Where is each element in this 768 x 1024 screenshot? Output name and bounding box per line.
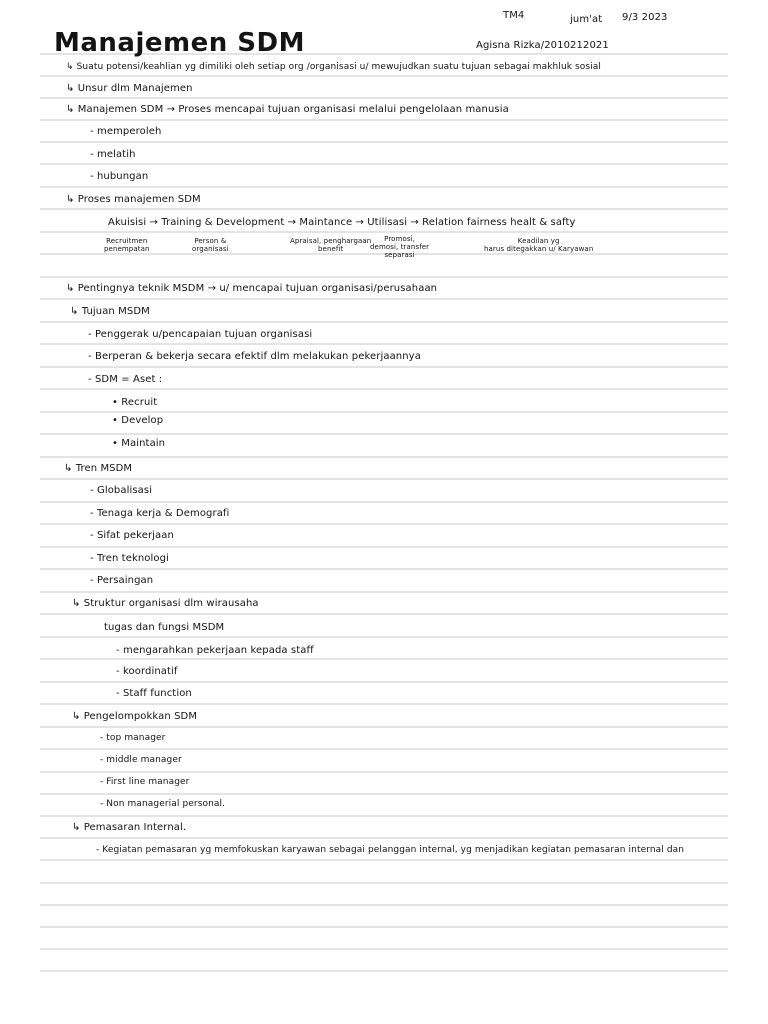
- note-line: - Staff function: [116, 688, 192, 699]
- note-line: - First line manager: [100, 777, 190, 787]
- page-title: Manajemen SDM: [54, 28, 305, 58]
- note-line: ↳ Manajemen SDM → Proses mencapai tujuan organisasi melalui pengelolaan manusia: [66, 104, 509, 115]
- note-line: - Globalisasi: [90, 485, 153, 496]
- process-note-acquisition: Recruitmen penempatan: [104, 237, 150, 253]
- tm-label: TM4: [503, 10, 525, 21]
- note-line: - Tenaga kerja & Demografi: [90, 508, 230, 519]
- process-note-training: Person & organisasi: [192, 237, 229, 253]
- note-line: • Maintain: [112, 438, 166, 449]
- note-line: - Penggerak u/pencapaian tujuan organisasi: [88, 329, 313, 340]
- note-line: - memperoleh: [90, 126, 162, 137]
- note-line: tugas dan fungsi MSDM: [104, 622, 225, 633]
- note-line: • Recruit: [112, 397, 158, 408]
- note-line: ↳ Tren MSDM: [64, 463, 133, 474]
- note-line: - koordinatif: [116, 666, 178, 677]
- note-line: - Non managerial personal.: [100, 799, 226, 809]
- note-line: - SDM = Aset :: [88, 374, 163, 385]
- process-note-relation: Keadilan yg harus ditegakkan u/ Karyawan: [484, 237, 594, 253]
- note-line: ↳ Pemasaran Internal.: [72, 822, 187, 833]
- note-line: - top manager: [100, 733, 166, 743]
- note-line: - Berperan & bekerja secara efektif dlm melakukan pekerjaannya: [88, 351, 421, 362]
- note-line: - Tren teknologi: [90, 553, 169, 564]
- note-line: - melatih: [90, 149, 136, 160]
- process-flow: Akuisisi → Training & Development → Maintance → Utilisasi → Relation fairness healt & safty: [108, 217, 576, 228]
- note-line: • Develop: [112, 415, 164, 426]
- note-line: - Persaingan: [90, 575, 154, 586]
- note-line: ↳ Pentingnya teknik MSDM → u/ mencapai tujuan organisasi/perusahaan: [66, 283, 438, 294]
- note-line: ↳ Proses manajemen SDM: [66, 194, 201, 205]
- note-line: ↳ Tujuan MSDM: [70, 306, 150, 317]
- note-line: - hubungan: [90, 171, 149, 182]
- note-line: - middle manager: [100, 755, 182, 765]
- note-line: - Kegiatan pemasaran yg memfokuskan karyawan sebagai pelanggan internal, yg menjadikan kegiatan pemasaran internal dan: [96, 845, 685, 855]
- note-line: ↳ Unsur dlm Manajemen: [66, 83, 193, 94]
- note-line: ↳ Suatu potensi/keahlian yg dimiliki oleh setiap org /organisasi u/ mewujudkan suatu tujuan sebagai makhluk sosial: [66, 62, 602, 72]
- day-label: jum'at: [570, 14, 603, 25]
- note-line: ↳ Pengelompokkan SDM: [72, 711, 198, 722]
- author-label: Agisna Rizka/2010212021: [476, 40, 609, 51]
- note-line: - mengarahkan pekerjaan kepada staff: [116, 645, 314, 656]
- process-note-maintance: Apraisal, penghargaan benefit: [290, 237, 372, 253]
- note-line: - Sifat pekerjaan: [90, 530, 174, 541]
- note-line: ↳ Struktur organisasi dlm wirausaha: [72, 598, 259, 609]
- process-note-utilisasi: Promosi, demosi, transfer separasi: [370, 235, 430, 259]
- date-label: 9/3 2023: [622, 12, 668, 23]
